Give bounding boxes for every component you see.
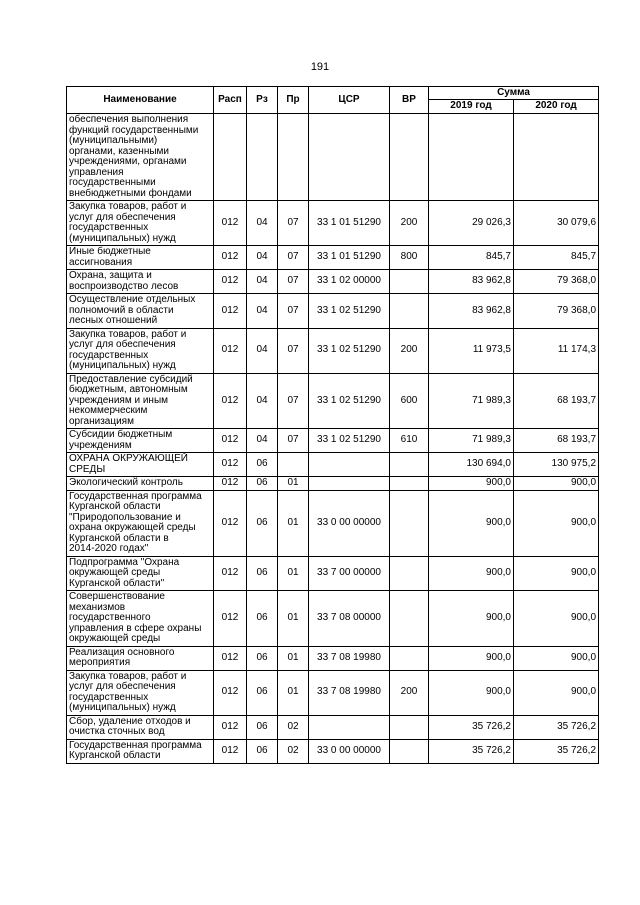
cell-pr: 07 <box>278 270 309 294</box>
table-row <box>67 429 599 453</box>
cell-pr: 07 <box>278 429 309 453</box>
cell-name: Государственная программа Курганской области "Природопользование и охрана окружающей среды Курганской области в 2014-2020 годах" <box>67 490 214 556</box>
cell-rasp: 012 <box>214 490 247 556</box>
cell-sum-2019: 900,0 <box>429 591 514 647</box>
header-pr: Пр <box>278 87 309 114</box>
cell-sum-2020: 68 193,7 <box>514 373 599 429</box>
cell-vr <box>390 715 429 739</box>
cell-pr: 07 <box>278 373 309 429</box>
cell-name: Государственная программа Курганской области <box>67 739 214 763</box>
cell-name: Иные бюджетные ассигнования <box>67 246 214 270</box>
header-2019: 2019 год <box>429 100 514 114</box>
cell-csr <box>309 715 390 739</box>
cell-pr: 02 <box>278 739 309 763</box>
cell-sum-2019: 35 726,2 <box>429 739 514 763</box>
cell-name: Предоставление субсидий бюджетным, автономным учреждениям и иным некоммерческим организациям <box>67 373 214 429</box>
cell-vr <box>390 646 429 670</box>
cell-vr: 610 <box>390 429 429 453</box>
cell-csr: 33 1 01 51290 <box>309 246 390 270</box>
cell-vr: 800 <box>390 246 429 270</box>
cell-name: Осуществление отдельных полномочий в области лесных отношений <box>67 294 214 329</box>
cell-sum-2020: 845,7 <box>514 246 599 270</box>
cell-csr <box>309 114 390 201</box>
cell-pr <box>278 114 309 201</box>
cell-rasp: 012 <box>214 670 247 715</box>
cell-pr: 02 <box>278 715 309 739</box>
cell-csr <box>309 453 390 477</box>
cell-sum-2020: 900,0 <box>514 591 599 647</box>
cell-name: Закупка товаров, работ и услуг для обеспечения государственных (муниципальных) нужд <box>67 670 214 715</box>
cell-name: Реализация основного мероприятия <box>67 646 214 670</box>
table-row <box>67 328 599 373</box>
header-vr: ВР <box>390 87 429 114</box>
page-number: 191 <box>310 61 330 73</box>
cell-rz: 04 <box>247 328 278 373</box>
header-2020: 2020 год <box>514 100 599 114</box>
cell-pr: 01 <box>278 646 309 670</box>
cell-rasp: 012 <box>214 477 247 491</box>
cell-vr: 200 <box>390 670 429 715</box>
table-row <box>67 477 599 491</box>
cell-vr <box>390 591 429 647</box>
cell-sum-2019: 900,0 <box>429 670 514 715</box>
cell-name: Сбор, удаление отходов и очистка сточных вод <box>67 715 214 739</box>
cell-csr: 33 0 00 00000 <box>309 739 390 763</box>
cell-name: Закупка товаров, работ и услуг для обеспечения государственных (муниципальных) нужд <box>67 201 214 246</box>
cell-sum-2020: 11 174,3 <box>514 328 599 373</box>
cell-rz: 04 <box>247 246 278 270</box>
cell-name: Совершенствование механизмов государственного управления в сфере охраны окружающей среды <box>67 591 214 647</box>
cell-rz: 04 <box>247 294 278 329</box>
budget-table <box>66 86 599 764</box>
cell-sum-2019: 900,0 <box>429 477 514 491</box>
cell-csr: 33 7 08 19980 <box>309 646 390 670</box>
cell-name: ОХРАНА ОКРУЖАЮЩЕЙ СРЕДЫ <box>67 453 214 477</box>
cell-rasp: 012 <box>214 328 247 373</box>
cell-sum-2020: 35 726,2 <box>514 739 599 763</box>
table-row <box>67 646 599 670</box>
cell-csr: 33 1 02 51290 <box>309 373 390 429</box>
cell-pr: 01 <box>278 591 309 647</box>
cell-pr <box>278 453 309 477</box>
cell-name: Экологический контроль <box>67 477 214 491</box>
cell-sum-2020: 900,0 <box>514 477 599 491</box>
cell-rasp: 012 <box>214 556 247 591</box>
cell-rasp <box>214 114 247 201</box>
cell-name: Подпрограмма "Охрана окружающей среды Курганской области" <box>67 556 214 591</box>
cell-sum-2019 <box>429 114 514 201</box>
cell-rasp: 012 <box>214 373 247 429</box>
cell-rasp: 012 <box>214 246 247 270</box>
cell-vr <box>390 270 429 294</box>
cell-sum-2020: 79 368,0 <box>514 294 599 329</box>
table-row <box>67 246 599 270</box>
cell-csr: 33 7 00 00000 <box>309 556 390 591</box>
cell-csr: 33 0 00 00000 <box>309 490 390 556</box>
cell-vr <box>390 490 429 556</box>
cell-rasp: 012 <box>214 646 247 670</box>
table-row <box>67 201 599 246</box>
cell-vr <box>390 477 429 491</box>
cell-name: обеспечения выполнения функций государственными (муниципальными) органами, казенными учреждениями, органами управления государственными внебюджетными фондами <box>67 114 214 201</box>
cell-sum-2020: 900,0 <box>514 490 599 556</box>
cell-sum-2020: 68 193,7 <box>514 429 599 453</box>
cell-csr: 33 1 02 51290 <box>309 328 390 373</box>
table-body <box>67 114 599 764</box>
cell-rz: 04 <box>247 270 278 294</box>
cell-pr: 01 <box>278 490 309 556</box>
cell-rz: 06 <box>247 739 278 763</box>
cell-rz <box>247 114 278 201</box>
table-row <box>67 294 599 329</box>
cell-rz: 06 <box>247 670 278 715</box>
table-row <box>67 114 599 201</box>
cell-vr <box>390 556 429 591</box>
cell-pr: 01 <box>278 670 309 715</box>
header-rz: Рз <box>247 87 278 114</box>
cell-sum-2019: 83 962,8 <box>429 294 514 329</box>
cell-sum-2019: 29 026,3 <box>429 201 514 246</box>
cell-sum-2019: 130 694,0 <box>429 453 514 477</box>
cell-vr <box>390 114 429 201</box>
cell-vr <box>390 739 429 763</box>
cell-sum-2020: 900,0 <box>514 670 599 715</box>
cell-csr <box>309 477 390 491</box>
table-row <box>67 591 599 647</box>
cell-name: Охрана, защита и воспроизводство лесов <box>67 270 214 294</box>
cell-rasp: 012 <box>214 739 247 763</box>
cell-pr: 07 <box>278 294 309 329</box>
cell-sum-2020: 900,0 <box>514 646 599 670</box>
cell-rz: 06 <box>247 556 278 591</box>
cell-csr: 33 1 01 51290 <box>309 201 390 246</box>
cell-pr: 01 <box>278 556 309 591</box>
cell-rasp: 012 <box>214 591 247 647</box>
cell-sum-2019: 11 973,5 <box>429 328 514 373</box>
cell-vr: 200 <box>390 201 429 246</box>
cell-name: Субсидии бюджетным учреждениям <box>67 429 214 453</box>
table-row <box>67 715 599 739</box>
cell-rasp: 012 <box>214 270 247 294</box>
cell-rasp: 012 <box>214 294 247 329</box>
cell-sum-2019: 35 726,2 <box>429 715 514 739</box>
cell-sum-2020 <box>514 114 599 201</box>
cell-rz: 06 <box>247 646 278 670</box>
cell-sum-2019: 900,0 <box>429 490 514 556</box>
cell-sum-2019: 71 989,3 <box>429 373 514 429</box>
cell-rz: 06 <box>247 715 278 739</box>
cell-rz: 06 <box>247 591 278 647</box>
cell-rz: 06 <box>247 490 278 556</box>
cell-pr: 07 <box>278 246 309 270</box>
cell-rz: 04 <box>247 201 278 246</box>
cell-name: Закупка товаров, работ и услуг для обеспечения государственных (муниципальных) нужд <box>67 328 214 373</box>
cell-rz: 04 <box>247 373 278 429</box>
cell-sum-2019: 900,0 <box>429 556 514 591</box>
header-csr: ЦСР <box>309 87 390 114</box>
header-rasp: Расп <box>214 87 247 114</box>
table-header <box>67 87 599 114</box>
cell-csr: 33 7 08 00000 <box>309 591 390 647</box>
table-row <box>67 670 599 715</box>
table-row <box>67 490 599 556</box>
cell-pr: 01 <box>278 477 309 491</box>
cell-csr: 33 7 08 19980 <box>309 670 390 715</box>
cell-csr: 33 1 02 00000 <box>309 270 390 294</box>
cell-sum-2020: 79 368,0 <box>514 270 599 294</box>
cell-sum-2019: 900,0 <box>429 646 514 670</box>
table-row <box>67 453 599 477</box>
cell-rz: 06 <box>247 453 278 477</box>
cell-sum-2020: 35 726,2 <box>514 715 599 739</box>
cell-sum-2019: 845,7 <box>429 246 514 270</box>
cell-vr <box>390 453 429 477</box>
table-row <box>67 556 599 591</box>
cell-rz: 04 <box>247 429 278 453</box>
cell-csr: 33 1 02 51290 <box>309 429 390 453</box>
cell-rasp: 012 <box>214 453 247 477</box>
header-name: Наименование <box>67 87 214 114</box>
header-sum: Сумма <box>429 87 599 100</box>
cell-vr <box>390 294 429 329</box>
cell-rz: 06 <box>247 477 278 491</box>
cell-csr: 33 1 02 51290 <box>309 294 390 329</box>
cell-vr: 600 <box>390 373 429 429</box>
cell-rasp: 012 <box>214 715 247 739</box>
cell-sum-2020: 130 975,2 <box>514 453 599 477</box>
cell-sum-2020: 30 079,6 <box>514 201 599 246</box>
cell-sum-2019: 71 989,3 <box>429 429 514 453</box>
cell-rasp: 012 <box>214 429 247 453</box>
table-row <box>67 373 599 429</box>
table-row <box>67 739 599 763</box>
cell-pr: 07 <box>278 201 309 246</box>
table-row <box>67 270 599 294</box>
cell-pr: 07 <box>278 328 309 373</box>
cell-vr: 200 <box>390 328 429 373</box>
cell-sum-2020: 900,0 <box>514 556 599 591</box>
cell-rasp: 012 <box>214 201 247 246</box>
cell-sum-2019: 83 962,8 <box>429 270 514 294</box>
